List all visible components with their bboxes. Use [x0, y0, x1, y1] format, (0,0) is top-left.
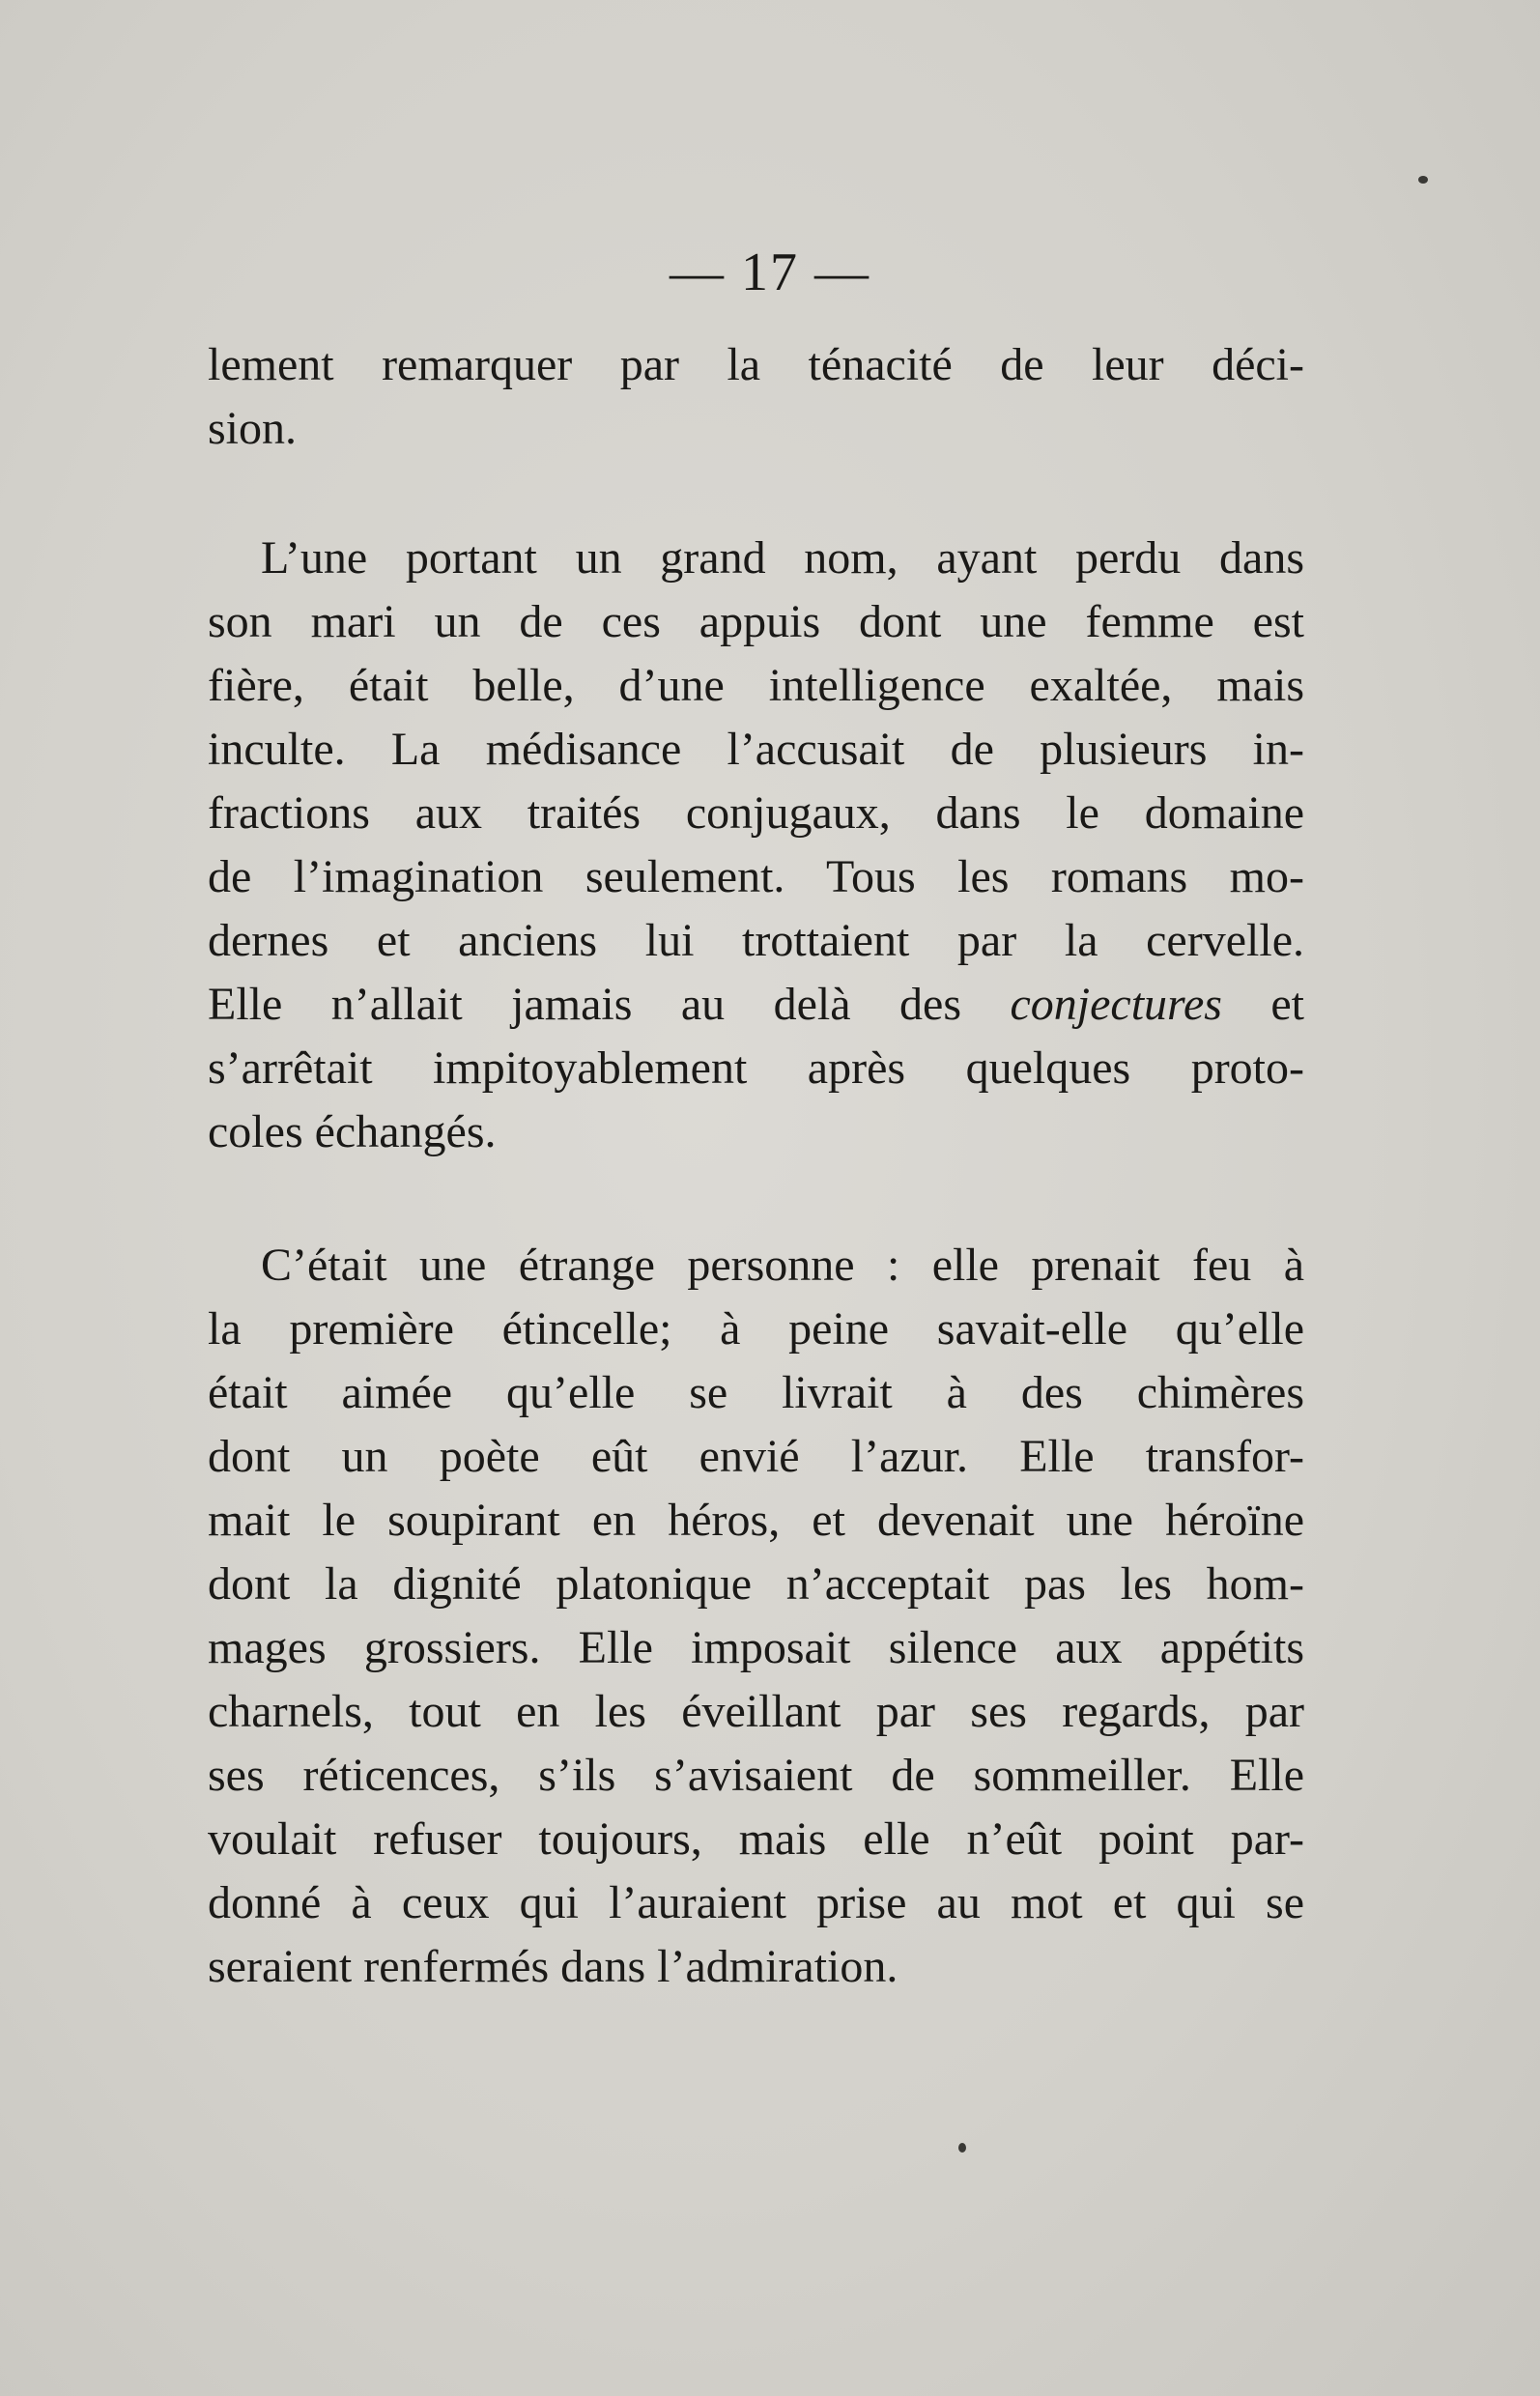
- text-line: seraient renfermés dans l’admiration.: [208, 1941, 898, 1992]
- text-line: sion.: [208, 403, 298, 454]
- text-line: dont un poète eût envié l’azur. Elle transfor-: [208, 1431, 1304, 1482]
- text-line: voulait refuser toujours, mais elle n’eût point par-: [208, 1813, 1304, 1865]
- text-line: dont la dignité platonique n’acceptait pas les hom-: [208, 1558, 1304, 1610]
- text-line: L’une portant un grand nom, ayant perdu dans: [261, 532, 1304, 584]
- italic-word: conjectures: [1010, 979, 1222, 1030]
- text-line: s’arrêtait impitoyablement après quelques proto-: [208, 1042, 1304, 1094]
- text-line: ses réticences, s’ils s’avisaient de sommeiller. Elle: [208, 1750, 1304, 1801]
- paragraph-1: [208, 333, 1304, 461]
- text-line: de l’imagination seulement. Tous les romans mo-: [208, 851, 1304, 902]
- paragraph-3: [208, 1234, 1304, 1999]
- ink-speck: [958, 2143, 966, 2153]
- text-line: lement remarquer par la ténacité de leur déci-: [208, 339, 1304, 390]
- text-segment: et: [1270, 979, 1305, 1030]
- text-line: fière, était belle, d’une intelligence exaltée, mais: [208, 660, 1304, 711]
- text-line: C’était une étrange personne : elle prenait feu à: [261, 1240, 1304, 1291]
- text-line: inculte. La médisance l’accusait de plusieurs in-: [208, 724, 1304, 775]
- paragraph-2: [208, 527, 1304, 1164]
- ink-speck: [1418, 176, 1428, 184]
- text-line: mages grossiers. Elle imposait silence aux appétits: [208, 1622, 1304, 1673]
- text-line: était aimée qu’elle se livrait à des chimères: [208, 1367, 1304, 1418]
- text-line-with-italic: [208, 973, 1304, 1037]
- text-line: mait le soupirant en héros, et devenait une héroïne: [208, 1495, 1304, 1546]
- text-line: fractions aux traités conjugaux, dans le domaine: [208, 787, 1304, 839]
- text-segment: Elle n’allait jamais au delà des: [208, 979, 961, 1030]
- text-line: charnels, tout en les éveillant par ses regards, par: [208, 1686, 1304, 1737]
- text-line: coles échangés.: [208, 1106, 497, 1157]
- text-line: son mari un de ces appuis dont une femme est: [208, 596, 1304, 647]
- text-line: la première étincelle; à peine savait-elle qu’elle: [208, 1303, 1304, 1355]
- text-line: dernes et anciens lui trottaient par la cervelle.: [208, 915, 1304, 966]
- page-number: — 17 —: [670, 242, 870, 302]
- text-line: donné à ceux qui l’auraient prise au mot et qui se: [208, 1877, 1304, 1928]
